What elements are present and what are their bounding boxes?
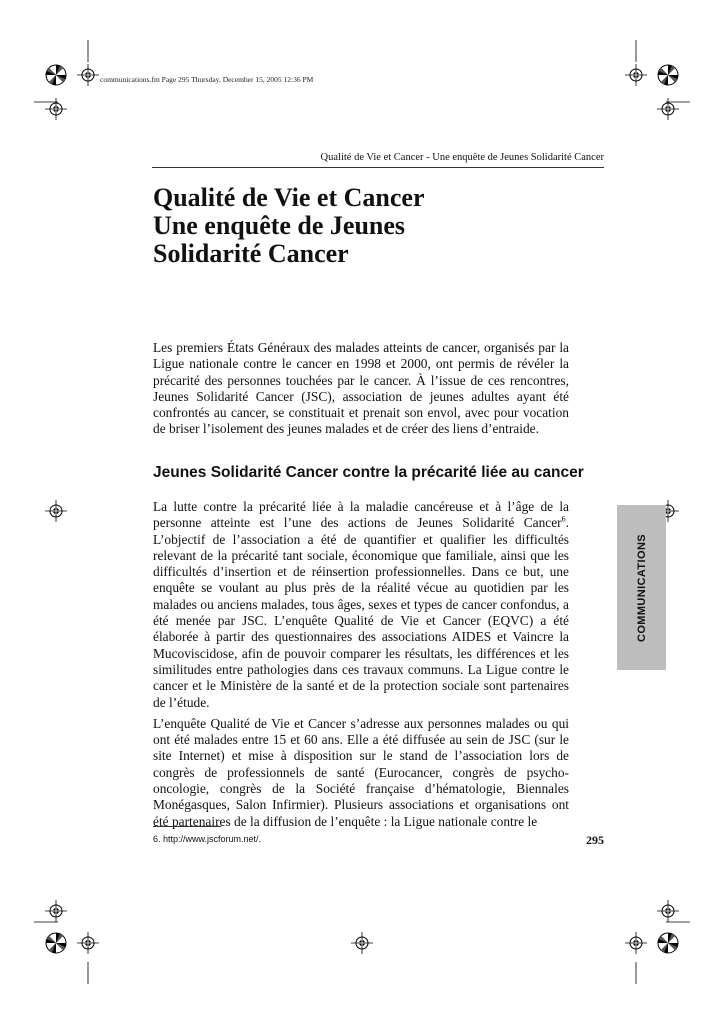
title-line-1: Qualité de Vie et Cancer	[153, 183, 425, 212]
paragraph-1-start: La lutte contre la précarité liée à la maladie cancéreuse et à l’âge de la personne atteinte est l’une des actions de Jeunes Solidarité Cancer	[153, 499, 569, 531]
title-line-2: Une enquête de Jeunes	[153, 211, 406, 240]
body-paragraph-2: L’enquête Qualité de Vie et Cancer s’adresse aux personnes malades ou qui ont été malades entre 15 et 60 ans. Elle a été diffusée au sein de JSC (sur le site Internet) et mise à disposition sur le stand de l’association lors de congrès de professionnels de santé (Eurocancer, congrès de psycho-oncologie, congrès de la Société française d’hématologie, Biennales Monégasques, Salon Infirmier). Plusieurs associations et organisations ont été partenaires de la diffusion de l’enquête : la Ligue nationale contre le	[153, 715, 569, 829]
section-side-tab	[617, 505, 666, 670]
page-number: 295	[586, 833, 604, 847]
header-rule	[152, 167, 604, 168]
article-title	[153, 184, 593, 268]
footnote-ref-6: 6	[561, 514, 566, 524]
title-line-3: Solidarité Cancer	[153, 239, 349, 268]
paragraph-1-end: . L’objectif de l’association a été de quantifier et qualifier les difficultés relevant de la précarité tant sociale, économique que familiale, ainsi que les difficultés d’insertion et de réinsertion professionnelles. Dans ce but, une enquête se voulant au plus près de la réalité vécue au quotidien par les malades ou anciens malades, tous âges, sexes et types de cancer confondus, a été menée par JSC. L’enquête Qualité de Vie et Cancer (EQVC) a été élaborée à partir des questionnaires des associations AIDES et Vaincre la Mucoviscidose, afin de pouvoir comparer les résultats, les différences et les similitudes entre pathologies dans ces travaux communs. La Ligue contre le cancer et le Ministère de la santé et de la protection sociale sont partenaires de l’étude.	[153, 515, 569, 710]
footnote-rule	[153, 826, 221, 827]
footnote-6: 6. http://www.jscforum.net/.	[153, 834, 262, 844]
section-heading: Jeunes Solidarité Cancer contre la précarité liée au cancer	[153, 464, 584, 481]
body-paragraph-1	[153, 499, 569, 711]
side-tab-label: COMMUNICATIONS	[635, 533, 648, 642]
running-head: Qualité de Vie et Cancer - Une enquête de Jeunes Solidarité Cancer	[320, 152, 604, 163]
intro-paragraph: Les premiers États Généraux des malades atteints de cancer, organisés par la Ligue nationale contre le cancer en 1998 et 2000, ont permis de révéler la précarité des personnes touchées par le cancer. À l’issue de ces rencontres, Jeunes Solidarité Cancer (JSC), association de jeunes adultes ayant été confrontés au cancer, se constituait et prenait son envol, avec pour vocation de briser l’isolement des jeunes malades et de créer des liens d’entraide.	[153, 340, 569, 437]
body-text	[153, 499, 569, 835]
file-slug: communications.fm Page 295 Thursday, December 15, 2005 12:36 PM	[100, 75, 314, 84]
